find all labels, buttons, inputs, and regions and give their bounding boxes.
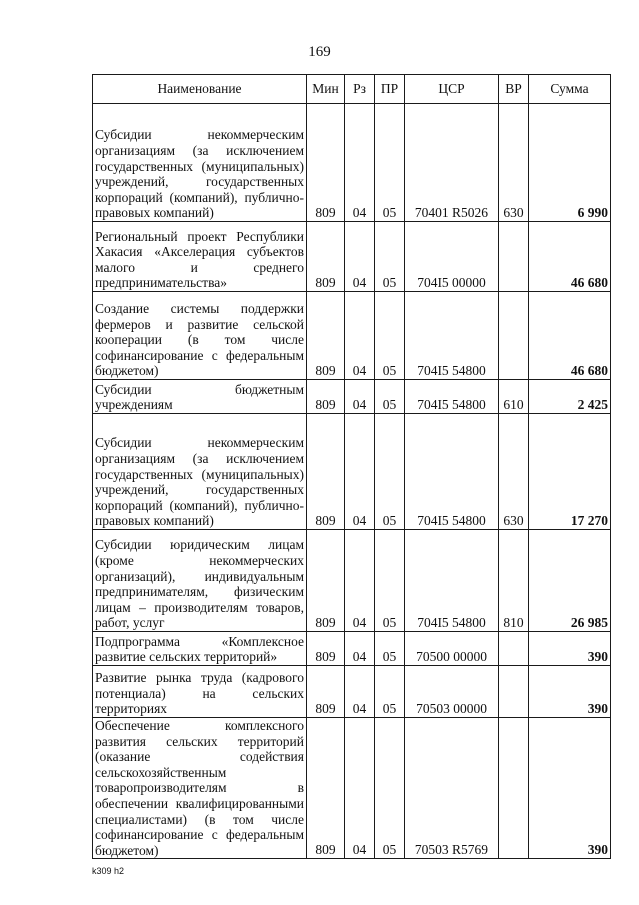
- row-sum: 390: [529, 632, 611, 666]
- row-rz: 04: [345, 632, 375, 666]
- row-sum: 46 680: [529, 222, 611, 292]
- row-sum: 46 680: [529, 292, 611, 380]
- table-header-row: [93, 75, 611, 104]
- row-name: Обеспечение комплексного развития сельских территорий (оказание содействия сельскохозяйственным товаропроизводителям в обеспечении квалифицированными специалистами) (в том числе софинансирование с федеральным бюджетом): [93, 718, 307, 859]
- row-min: 809: [307, 718, 345, 859]
- row-csr: 704I5 54800: [405, 292, 499, 380]
- row-pr: 05: [375, 718, 405, 859]
- row-name: Создание системы поддержки фермеров и развитие сельской кооперации (в том числе софинансирование с федеральным бюджетом): [93, 292, 307, 380]
- row-csr: 704I5 54800: [405, 414, 499, 530]
- header-sum: Сумма: [529, 75, 611, 104]
- budget-table: [92, 74, 611, 859]
- row-csr: 70401 R5026: [405, 104, 499, 222]
- row-rz: 04: [345, 104, 375, 222]
- row-sum: 390: [529, 666, 611, 718]
- header-csr: ЦСР: [405, 75, 499, 104]
- header-pr: ПР: [375, 75, 405, 104]
- row-min: 809: [307, 530, 345, 632]
- row-rz: 04: [345, 530, 375, 632]
- row-name: Подпрограмма «Комплексное развитие сельских территорий»: [93, 632, 307, 666]
- row-csr: 70503 R5769: [405, 718, 499, 859]
- row-name: Развитие рынка труда (кадрового потенциала) на сельских территориях: [93, 666, 307, 718]
- header-rz: Рз: [345, 75, 375, 104]
- row-csr: 704I5 00000: [405, 222, 499, 292]
- row-pr: 05: [375, 530, 405, 632]
- row-pr: 05: [375, 104, 405, 222]
- row-vr: 630: [499, 414, 529, 530]
- row-sum: 17 270: [529, 414, 611, 530]
- header-min: Мин: [307, 75, 345, 104]
- table-row: [93, 666, 611, 718]
- row-min: 809: [307, 292, 345, 380]
- row-rz: 04: [345, 380, 375, 414]
- row-pr: 05: [375, 632, 405, 666]
- row-name: Субсидии некоммерческим организациям (за исключением государственных (муниципальных) учреждений, государственных корпораций (компаний), публично-правовых компаний): [93, 414, 307, 530]
- row-min: 809: [307, 380, 345, 414]
- table-row: [93, 380, 611, 414]
- table-row: [93, 718, 611, 859]
- row-sum: 6 990: [529, 104, 611, 222]
- row-min: 809: [307, 632, 345, 666]
- row-min: 809: [307, 414, 345, 530]
- row-min: 809: [307, 104, 345, 222]
- row-vr: 810: [499, 530, 529, 632]
- row-vr: [499, 666, 529, 718]
- row-vr: [499, 222, 529, 292]
- row-min: 809: [307, 222, 345, 292]
- row-name: Региональный проект Республики Хакасия «Акселерация субъектов малого и среднего предпринимательства»: [93, 222, 307, 292]
- row-rz: 04: [345, 292, 375, 380]
- row-vr: [499, 718, 529, 859]
- row-vr: [499, 632, 529, 666]
- row-pr: 05: [375, 380, 405, 414]
- row-name: Субсидии юридическим лицам (кроме некоммерческих организаций), индивидуальным предпринимателям, физическим лицам – производителям товаров, работ, услуг: [93, 530, 307, 632]
- row-vr: 630: [499, 104, 529, 222]
- row-pr: 05: [375, 222, 405, 292]
- row-csr: 70500 00000: [405, 632, 499, 666]
- row-csr: 70503 00000: [405, 666, 499, 718]
- row-sum: 26 985: [529, 530, 611, 632]
- row-pr: 05: [375, 292, 405, 380]
- row-rz: 04: [345, 666, 375, 718]
- row-pr: 05: [375, 414, 405, 530]
- table-row: [93, 222, 611, 292]
- table-row: [93, 632, 611, 666]
- table-row: [93, 530, 611, 632]
- table-row: [93, 292, 611, 380]
- row-rz: 04: [345, 414, 375, 530]
- row-min: 809: [307, 666, 345, 718]
- row-name: Субсидии бюджетным учреждениям: [93, 380, 307, 414]
- footer-code: k309 h2: [92, 866, 125, 876]
- row-pr: 05: [375, 666, 405, 718]
- row-csr: 704I5 54800: [405, 530, 499, 632]
- page-number: 169: [308, 44, 331, 60]
- table-row: [93, 414, 611, 530]
- table-row: [93, 104, 611, 222]
- row-rz: 04: [345, 718, 375, 859]
- header-name: Наименование: [93, 75, 307, 104]
- row-name: Субсидии некоммерческим организациям (за исключением государственных (муниципальных) учреждений, государственных корпораций (компаний), публично-правовых компаний): [93, 104, 307, 222]
- row-csr: 704I5 54800: [405, 380, 499, 414]
- header-vr: ВР: [499, 75, 529, 104]
- row-vr: [499, 292, 529, 380]
- row-vr: 610: [499, 380, 529, 414]
- row-sum: 390: [529, 718, 611, 859]
- row-sum: 2 425: [529, 380, 611, 414]
- row-rz: 04: [345, 222, 375, 292]
